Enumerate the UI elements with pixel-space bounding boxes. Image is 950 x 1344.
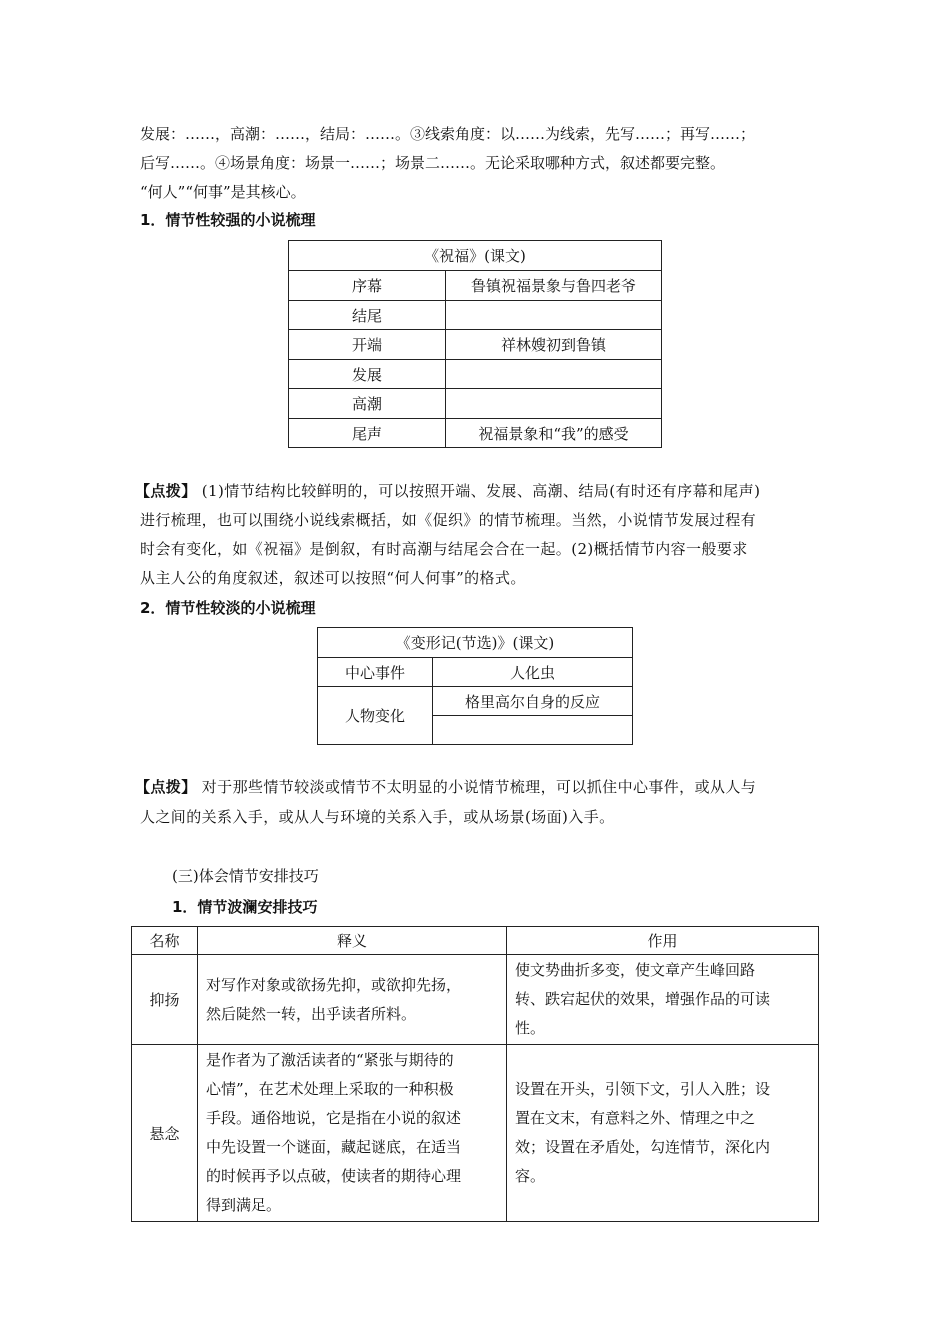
zhufu-label-prologue: 序幕 [289, 271, 446, 301]
technique-name-xuannian: 悬念 [132, 1045, 198, 1222]
zhufu-table [288, 240, 662, 448]
bianxingji-label-character-change: 人物变化 [318, 687, 433, 745]
zhufu-label-development: 发展 [289, 360, 446, 389]
tip2-line-1: 【点拨】 对于那些情节较淡或情节不太明显的小说情节梳理，可以抓住中心事件，或从人与 [135, 778, 757, 796]
bianxingji-label-central-event: 中心事件 [318, 658, 433, 687]
tip1-line-4: 从主人公的角度叙述，叙述可以按照“何人何事”的格式。 [140, 569, 526, 587]
tip2-line-2: 人之间的关系入手，或从人与环境的关系入手，或从场景(场面)入手。 [140, 808, 615, 826]
technique-meaning-yiyang: 对写作对象或欲扬先抑，或欲抑先扬， 然后陡然一转，出乎读者所料。 [198, 955, 507, 1045]
tip1-line-2: 进行梳理，也可以围绕小说线索概括，如《促织》的情节梳理。当然，小说情节发展过程有 [140, 511, 757, 529]
intro-line-2: 后写……。④场景角度：场景一……；场景二……。无论采取哪种方式，叙述都要完整。 [140, 154, 726, 172]
technique-effect-xuannian: 设置在开头，引领下文，引人入胜；设 置在文末，有意料之外、情理之中之 效；设置在矛盾处，勾连情节，深化内 容。 [507, 1045, 819, 1222]
zhufu-table-title: 《祝福》(课文) [289, 241, 662, 271]
intro-line-1: 发展：……，高潮：……，结局：……。③线索角度：以……为线索，先写……；再写……； [140, 125, 756, 143]
bianxingji-content-empty [433, 716, 633, 745]
zhufu-content-prologue: 鲁镇祝福景象与鲁四老爷 [446, 271, 662, 301]
section1-heading: 1．情节性较强的小说梳理 [140, 211, 316, 229]
tip1-line-3: 时会有变化，如《祝福》是倒叙，有时高潮与结尾会合在一起。(2)概括情节内容一般要求 [140, 540, 748, 558]
technique-table [131, 926, 819, 1222]
zhufu-content-ending [446, 301, 662, 330]
zhufu-label-climax: 高潮 [289, 389, 446, 419]
intro-line-3: “何人”“何事”是其核心。 [140, 183, 306, 201]
technique-header-effect: 作用 [507, 927, 819, 955]
section2-heading: 2．情节性较淡的小说梳理 [140, 599, 316, 617]
bianxingji-content-central-event: 人化虫 [433, 658, 633, 687]
technique-header-name: 名称 [132, 927, 198, 955]
zhufu-label-epilogue: 尾声 [289, 419, 446, 448]
section3-heading: (三)体会情节安排技巧 [172, 867, 319, 885]
technique-name-yiyang: 抑扬 [132, 955, 198, 1045]
zhufu-content-climax [446, 389, 662, 419]
zhufu-label-ending: 结尾 [289, 301, 446, 330]
tip2-label: 【点拨】 [135, 778, 197, 796]
technique-header-meaning: 释义 [198, 927, 507, 955]
bianxingji-content-reaction: 格里高尔自身的反应 [433, 687, 633, 716]
technique-meaning-xuannian: 是作者为了激活读者的“紧张与期待的 心情”，在艺术处理上采取的一种积极 手段。通俗地说，它是指在小说的叙述 中先设置一个谜面，藏起谜底，在适当 的时候再予以点破，使读者的期待心理 得到满足。 [198, 1045, 507, 1222]
zhufu-label-opening: 开端 [289, 330, 446, 360]
zhufu-content-epilogue: 祝福景象和“我”的感受 [446, 419, 662, 448]
section3-subheading: 1．情节波澜安排技巧 [172, 898, 318, 916]
tip1-label: 【点拨】 [135, 482, 197, 500]
tip1-line-1: 【点拨】 (1)情节结构比较鲜明的，可以按照开端、发展、高潮、结局(有时还有序幕和尾声) [135, 482, 761, 500]
bianxingji-table-title: 《变形记(节选)》(课文) [318, 628, 633, 658]
bianxingji-table [317, 627, 633, 745]
zhufu-content-opening: 祥林嫂初到鲁镇 [446, 330, 662, 360]
zhufu-content-development [446, 360, 662, 389]
technique-effect-yiyang: 使文势曲折多变，使文章产生峰回路 转、跌宕起伏的效果，增强作品的可读 性。 [507, 955, 819, 1045]
